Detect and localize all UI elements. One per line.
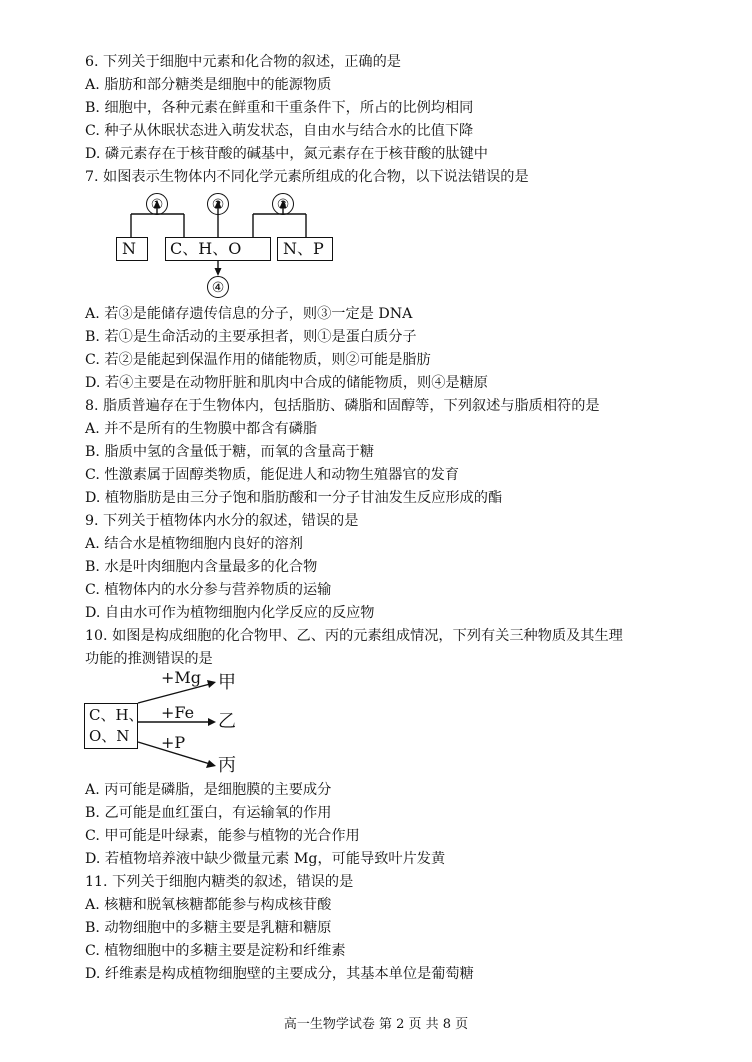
q7-circle-3: ③ <box>272 193 294 215</box>
q6-option-c: C. 种子从休眠状态进入萌发状态，自由水与结合水的比值下降 <box>85 123 474 139</box>
q6-option-d: D. 磷元素存在于核苷酸的碱基中，氮元素存在于核苷酸的肽键中 <box>85 146 488 162</box>
q7-option-b: B. 若①是生命活动的主要承担者，则①是蛋白质分子 <box>85 329 417 345</box>
q8-stem: 8. 脂质普遍存在于生物体内，包括脂肪、磷脂和固醇等，下列叙述与脂质相符的是 <box>85 398 600 414</box>
q10-label-jia: 甲 <box>218 672 236 693</box>
q10-label-mg: +Mg <box>161 668 202 687</box>
q7-option-a: A. 若③是能储存遗传信息的分子，则③一定是 DNA <box>85 306 413 322</box>
q10-label-bing: 丙 <box>218 755 236 776</box>
q7-option-c: C. 若②是能起到保温作用的储能物质，则②可能是脂肪 <box>85 352 431 368</box>
q11-option-c: C. 植物细胞中的多糖主要是淀粉和纤维素 <box>85 943 346 959</box>
q10-stem-line2: 功能的推测错误的是 <box>85 651 213 667</box>
q7-box-np-label: N、P <box>283 239 324 258</box>
q9-option-d: D. 自由水可作为植物细胞内化学反应的反应物 <box>85 605 375 621</box>
q11-option-d: D. 纤维素是构成植物细胞壁的主要成分，其基本单位是葡萄糖 <box>85 966 474 982</box>
q10-label-fe: +Fe <box>161 703 195 722</box>
page-footer: 高一生物学试卷 第 2 页 共 8 页 <box>283 1017 469 1032</box>
q9-option-c: C. 植物体内的水分参与营养物质的运输 <box>85 582 332 598</box>
q6-option-b: B. 细胞中，各种元素在鲜重和干重条件下，所占的比例均相同 <box>85 100 474 116</box>
q10-label-yi: 乙 <box>218 711 236 732</box>
q6-stem: 6. 下列关于细胞中元素和化合物的叙述，正确的是 <box>85 54 401 70</box>
q10-stem-line1: 10. 如图是构成细胞的化合物甲、乙、丙的元素组成情况，下列有关三种物质及其生理 <box>85 628 623 644</box>
q7-option-d: D. 若④主要是在动物肝脏和肌肉中合成的储能物质，则④是糖原 <box>85 375 488 391</box>
q8-option-c: C. 性激素属于固醇类物质，能促进人和动物生殖器官的发育 <box>85 467 460 483</box>
q10-box-line1: C、H、 <box>89 706 144 724</box>
q10-option-b: B. 乙可能是血红蛋白，有运输氧的作用 <box>85 805 332 821</box>
q8-option-a: A. 并不是所有的生物膜中都含有磷脂 <box>85 421 318 437</box>
q7-box-n-label: N <box>122 239 136 258</box>
q11-option-a: A. 核糖和脱氧核糖都能参与构成核苷酸 <box>85 897 332 913</box>
q9-option-b: B. 水是叶肉细胞内含量最多的化合物 <box>85 559 318 575</box>
q6-option-a: A. 脂肪和部分糖类是细胞中的能源物质 <box>85 77 332 93</box>
q10-option-d: D. 若植物培养液中缺少微量元素 Mg，可能导致叶片发黄 <box>85 851 446 867</box>
q7-circle-1: ① <box>146 193 168 215</box>
q8-option-d: D. 植物脂肪是由三分子饱和脂肪酸和一分子甘油发生反应形成的酯 <box>85 490 503 506</box>
q8-option-b: B. 脂质中氢的含量低于糖，而氧的含量高于糖 <box>85 444 375 460</box>
q9-option-a: A. 结合水是植物细胞内良好的溶剂 <box>85 536 303 552</box>
q10-option-c: C. 甲可能是叶绿素，能参与植物的光合作用 <box>85 828 360 844</box>
q7-circle-2: ② <box>207 193 229 215</box>
q10-option-a: A. 丙可能是磷脂，是细胞膜的主要成分 <box>85 782 332 798</box>
q7-stem: 7. 如图表示生物体内不同化学元素所组成的化合物，以下说法错误的是 <box>85 169 529 185</box>
q11-stem: 11. 下列关于细胞内糖类的叙述，错误的是 <box>85 874 354 890</box>
q7-circle-4: ④ <box>207 276 229 298</box>
q9-stem: 9. 下列关于植物体内水分的叙述，错误的是 <box>85 513 359 529</box>
q7-box-cho-label: C、H、O <box>170 239 242 258</box>
q10-box-line2: O、N <box>89 727 130 745</box>
q11-option-b: B. 动物细胞中的多糖主要是乳糖和糖原 <box>85 920 332 936</box>
q10-label-p: +P <box>161 733 186 752</box>
